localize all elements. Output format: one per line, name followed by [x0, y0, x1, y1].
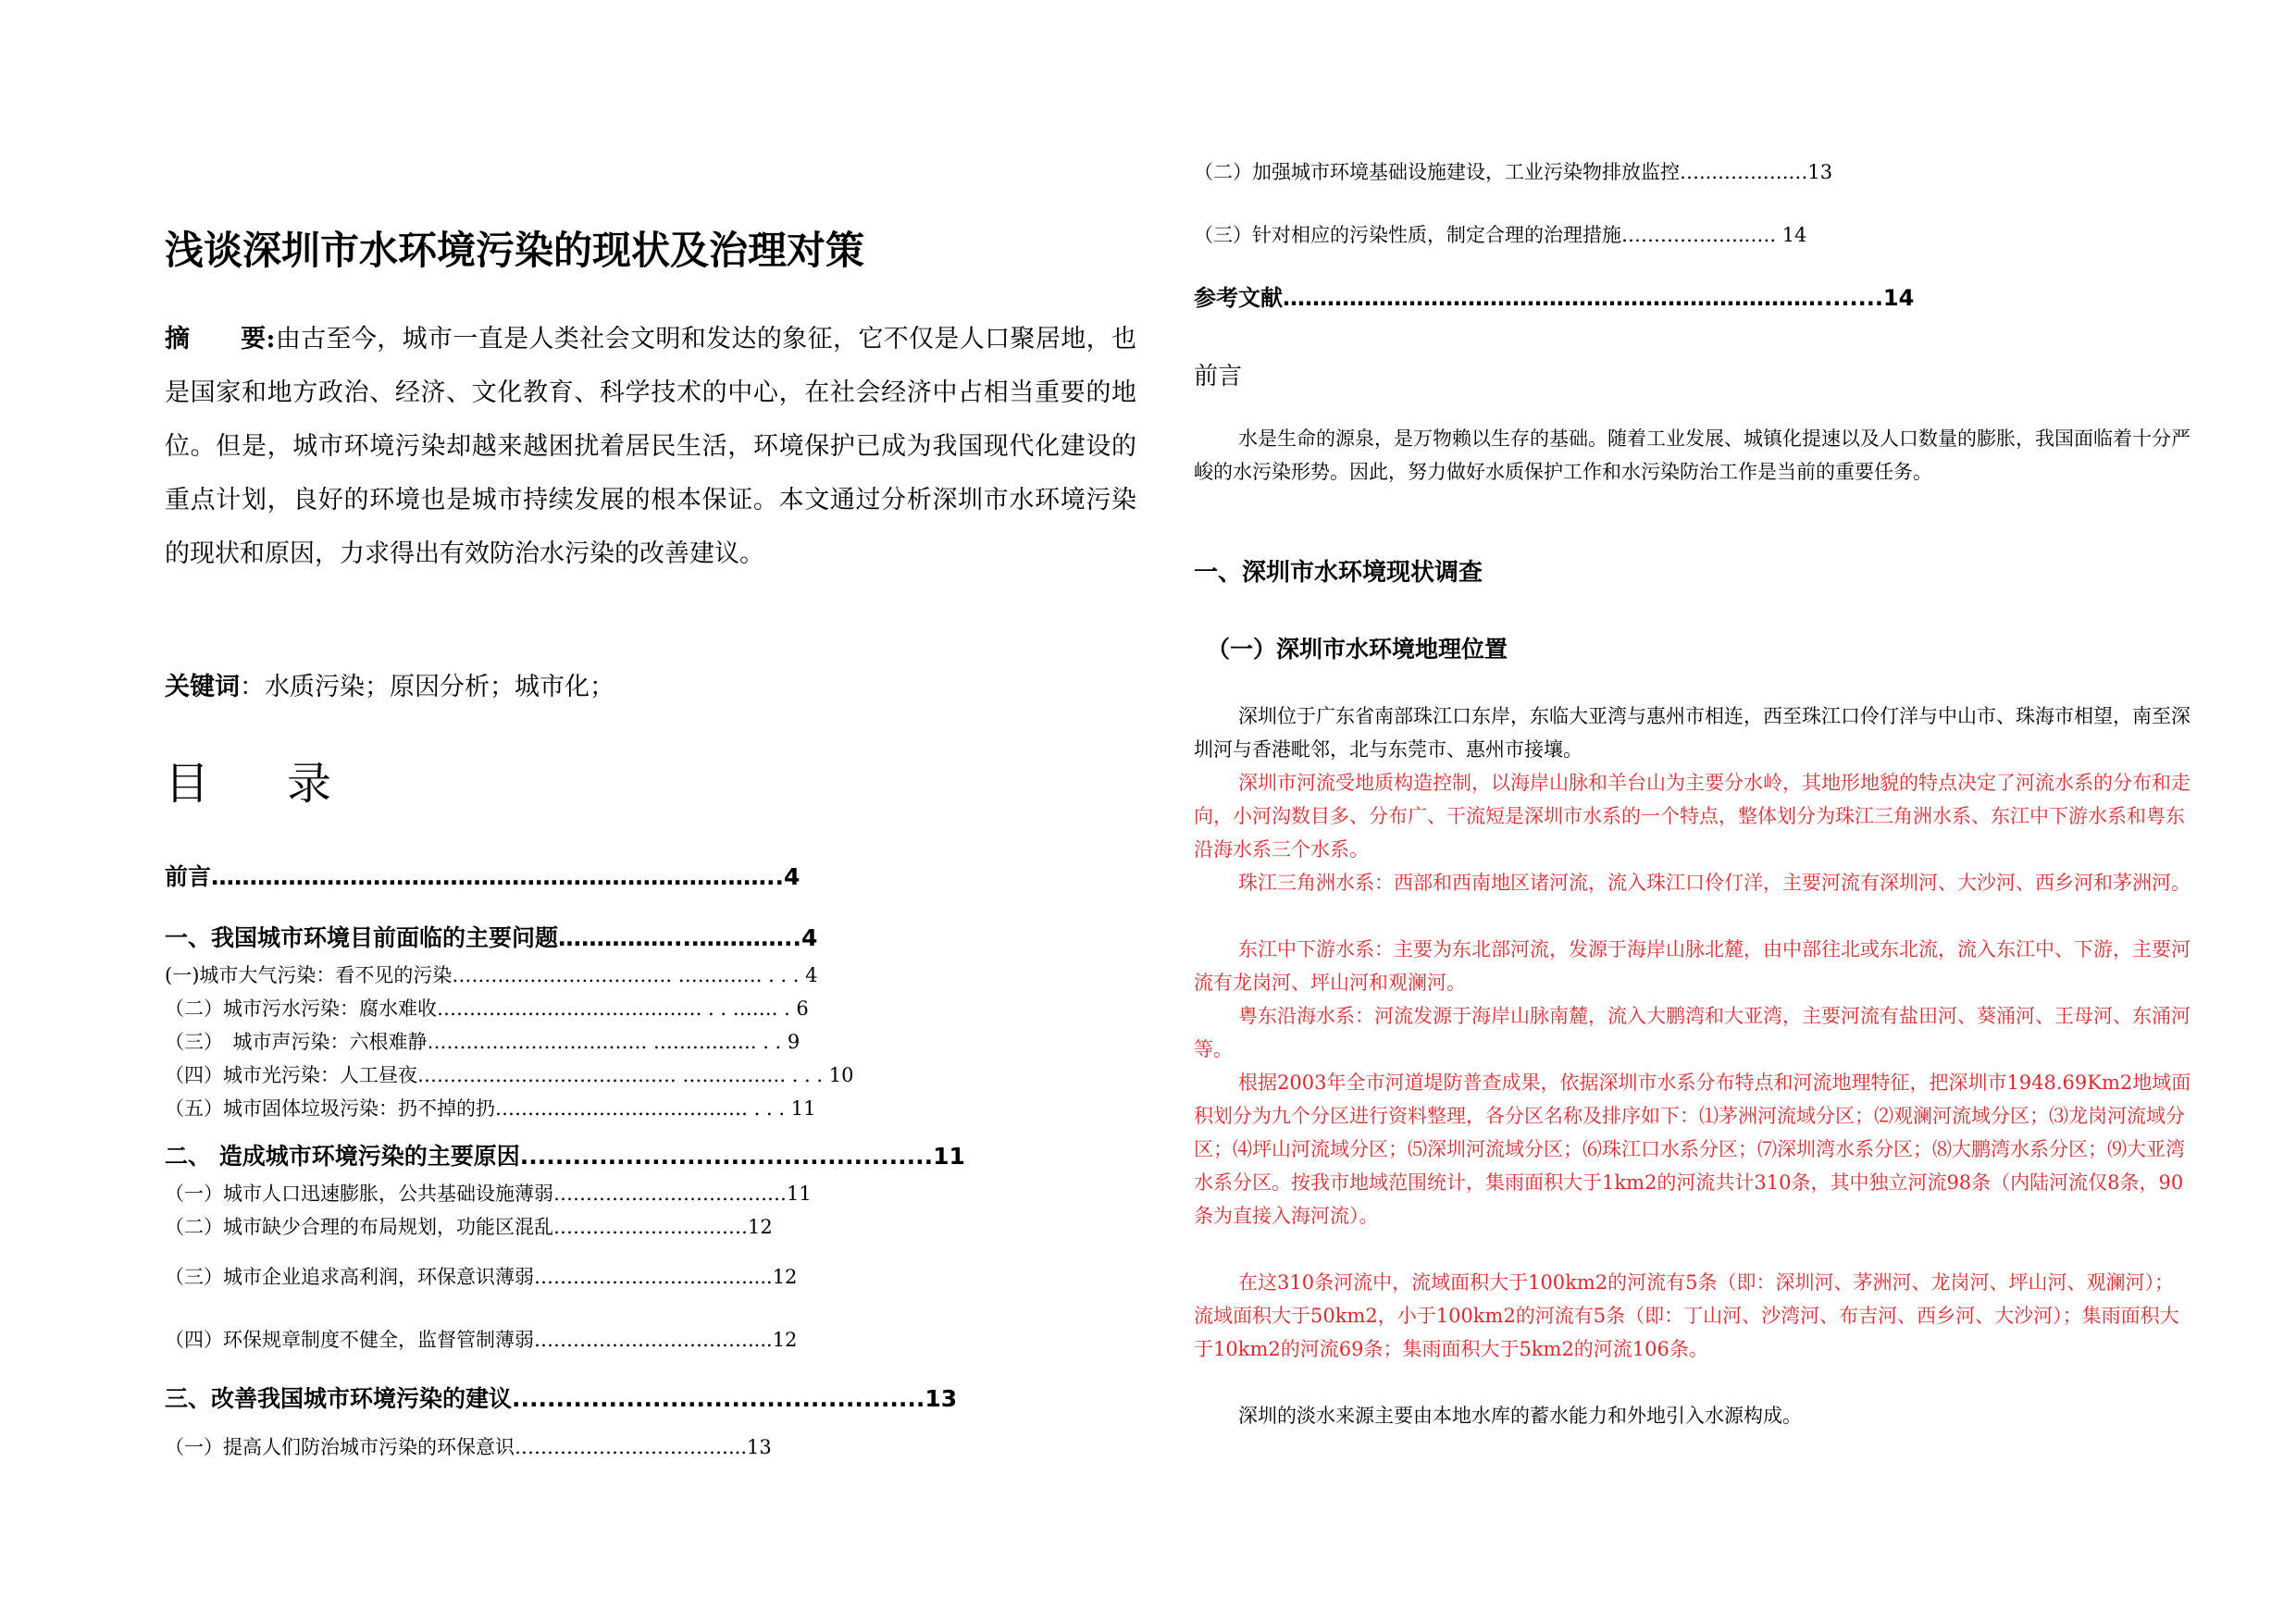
toc-entry[interactable]: （五）城市固体垃圾污染：扔不掉的扔………………………………… . . . 11 [165, 1097, 816, 1120]
left-page [165, 0, 1136, 1623]
body-paragraph-red: 珠江三角洲水系：西部和西南地区诸河流，流入珠江口伶仃洋，主要河流有深圳河、大沙河、西乡河和茅洲河。 [1238, 872, 2191, 894]
body-paragraph-red: 根据2003年全市河道堤防普查成果，依据深圳市水系分布特点和河流地理特征，把深圳市1948.69Km2地域面积划分为九个分区进行资料整理，各分区名称及排序如下：⑴茅洲河流域分区；⑵观澜河流域分区；⑶龙岗河流域分区；⑷坪山河流域分区；⑸深圳河流域分区；⑹珠江口水系分区；⑺深圳湾水系分区；⑻大鹏湾水系分区；⑼大亚湾水系分区。按我市地域范围统计，集雨面积大于1km2的河流共计310条，其中独立河流98条（内陆河流仅8条，90条为直接入海河流）。 [1194, 1072, 2191, 1227]
keywords-text: ：水质污染；原因分析；城市化； [240, 673, 614, 701]
abstract [165, 313, 1136, 581]
abstract-label: 摘 要: [165, 325, 276, 353]
body-paragraph-red: 在这310条河流中，流域面积大于100km2的河流有5条（即：深圳河、茅洲河、龙岗河、坪山河、观澜河）；流域面积大于50km2，小于100km2的河流有5条（即：丁山河、沙湾河、布吉河、西乡河、大沙河）；集雨面积大于10km2的河流69条；集雨面积大于5km2的河流106条。 [1194, 1271, 2179, 1360]
body-paragraph: 深圳的淡水来源主要由本地水库的蓄水能力和外地引入水源构成。 [1238, 1405, 1802, 1427]
toc-entry[interactable]: （三）城市企业追求高利润，环保意识薄弱……………………………....12 [165, 1266, 798, 1288]
body-paragraph-red: 粤东沿海水系：河流发源于海岸山脉南麓，流入大鹏湾和大亚湾，主要河流有盐田河、葵涌河、王母河、东涌河等。 [1194, 1005, 2191, 1060]
document-title: 浅谈深圳市水环境污染的现状及治理对策 [165, 228, 865, 273]
toc-entry[interactable]: (一)城市大气污染：看不见的污染……………………………. …………. . . . 4 [165, 964, 818, 986]
preface-title: 前言 [1194, 363, 1243, 390]
toc-entry[interactable]: （三）针对相应的污染性质，制定合理的治理措施………………..…. 14 [1194, 224, 1807, 246]
toc-entry[interactable]: （三） 城市声污染：六根难静……………………………. ……………. . . 9 [165, 1031, 800, 1053]
subsection-title: （一）深圳市水环境地理位置 [1207, 636, 1508, 663]
toc-entry[interactable]: （四）环保规章制度不健全，监督管制薄弱……………………………....12 [165, 1329, 798, 1351]
toc-title: 目 录 [165, 758, 349, 810]
toc-entry[interactable]: （二）加强城市环境基础设施建设，工业污染物排放监控…...…….….…13 [1194, 161, 1833, 183]
toc-entry[interactable]: （四）城市光污染：人工昼夜…………………………………. ……………. . . . 10 [165, 1064, 854, 1086]
toc-entry[interactable]: 参考文献………………………………………………………………........14 [1194, 285, 1915, 311]
body-paragraph: 深圳位于广东省南部珠江口东岸，东临大亚湾与惠州市相连，西至珠江口伶仃洋与中山市、珠海市相望，南至深圳河与香港毗邻，北与东莞市、惠州市接壤。 [1194, 705, 2191, 761]
right-page [1194, 0, 2193, 1623]
toc-entry[interactable]: （一）城市人口迅速膨胀，公共基础设施薄弱………………………………11 [165, 1183, 812, 1205]
abstract-text: 由古至今，城市一直是人类社会文明和发达的象征，它不仅是人口聚居地，也是国家和地方政治、经济、文化教育、科学技术的中心，在社会经济中占相当重要的地位。但是，城市环境污染却越来越困扰着居民生活，环境保护已成为我国现代化建设的重点计划，良好的环境也是城市持续发展的根本保证。本文通过分析深圳市水环境污染的现状和原因，力求得出有效防治水污染的改善建议。 [165, 325, 1137, 568]
keywords [165, 666, 614, 702]
toc-entry[interactable]: （一）提高人们防治城市污染的环保意识……………………………...13 [165, 1436, 772, 1458]
body-paragraph-red: 东江中下游水系：主要为东北部河流，发源于海岸山脉北麓，由中部往北或东北流，流入东江中、下游，主要河流有龙岗河、坪山河和观澜河。 [1194, 938, 2191, 994]
preface-text: 水是生命的源泉，是万物赖以生存的基础。随着工业发展、城镇化提速以及人口数量的膨胀，我国面临着十分严峻的水污染形势。因此，努力做好水质保护工作和水污染防治工作是当前的重要任务。 [1194, 427, 2191, 483]
toc-entry[interactable]: （二）城市污水污染：腐水难收…………………………….……. . . ……. . 6 [165, 997, 809, 1020]
toc-entry[interactable]: 前言………………………………………………………………..4 [165, 863, 800, 890]
body-paragraph-red: 深圳市河流受地质构造控制，以海岸山脉和羊台山为主要分水岭，其地形地貌的特点决定了河流水系的分布和走向，小河沟数目多、分布广、干流短是深圳市水系的一个特点，整体划分为珠江三角洲水系、东江中下游水系和粤东沿海水系三个水系。 [1194, 772, 2191, 861]
toc-entry[interactable]: （二）城市缺少合理的布局规划，功能区混乱…………………………12 [165, 1216, 773, 1238]
toc-entry[interactable]: 一、我国城市环境目前面临的主要问题……………..…………..4 [165, 924, 818, 951]
keywords-label: 关键词 [165, 673, 240, 701]
toc-entry[interactable]: 二、 造成城市环境污染的主要原因...............................................11 [165, 1143, 965, 1170]
toc-entry[interactable]: 三、改善我国城市环境污染的建议...............................................13 [165, 1385, 958, 1412]
section-title: 一、深圳市水环境现状调查 [1194, 559, 1483, 587]
